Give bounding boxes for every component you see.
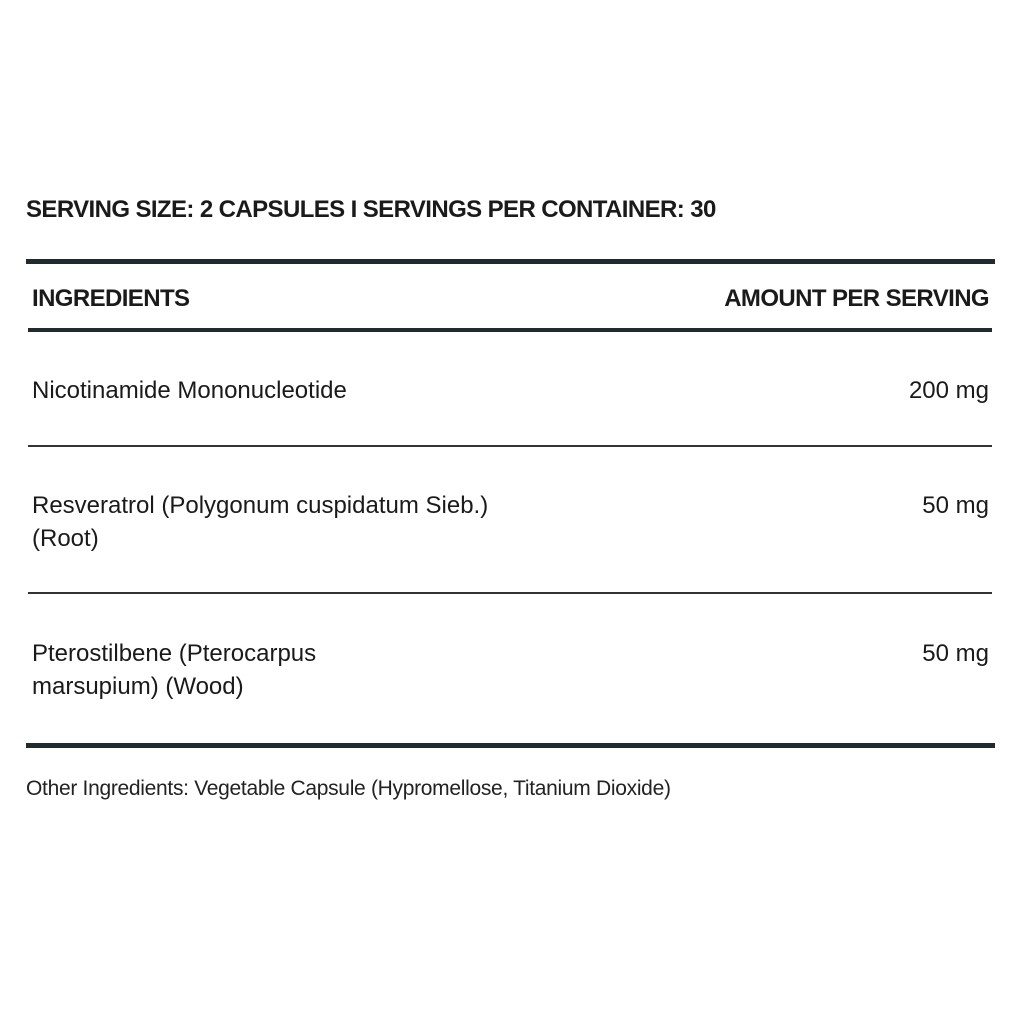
ingredient-name: Nicotinamide Mononucleotide (32, 377, 347, 404)
row-divider (28, 445, 992, 447)
amount-header: AMOUNT PER SERVING (724, 285, 989, 312)
ingredient-name: Resveratrol (Polygonum cuspidatum Sieb.) (Root) (32, 492, 489, 552)
ingredients-header: INGREDIENTS (32, 285, 190, 312)
ingredient-name: Pterostilbene (Pterocarpus marsupium) (Wood) (32, 640, 317, 700)
other-ingredients-text: Other Ingredients: Vegetable Capsule (Hypromellose, Titanium Dioxide) (26, 777, 671, 800)
ingredient-amount: 200 mg (908, 377, 989, 404)
ingredient-amount: 50 mg (922, 640, 989, 667)
header-divider (28, 328, 992, 332)
top-divider (26, 259, 995, 264)
serving-size-text: SERVING SIZE: 2 CAPSULES I SERVINGS PER CONTAINER: 30 (26, 196, 716, 223)
row-divider (28, 592, 992, 594)
bottom-divider (26, 743, 995, 748)
ingredient-amount: 50 mg (922, 492, 989, 519)
